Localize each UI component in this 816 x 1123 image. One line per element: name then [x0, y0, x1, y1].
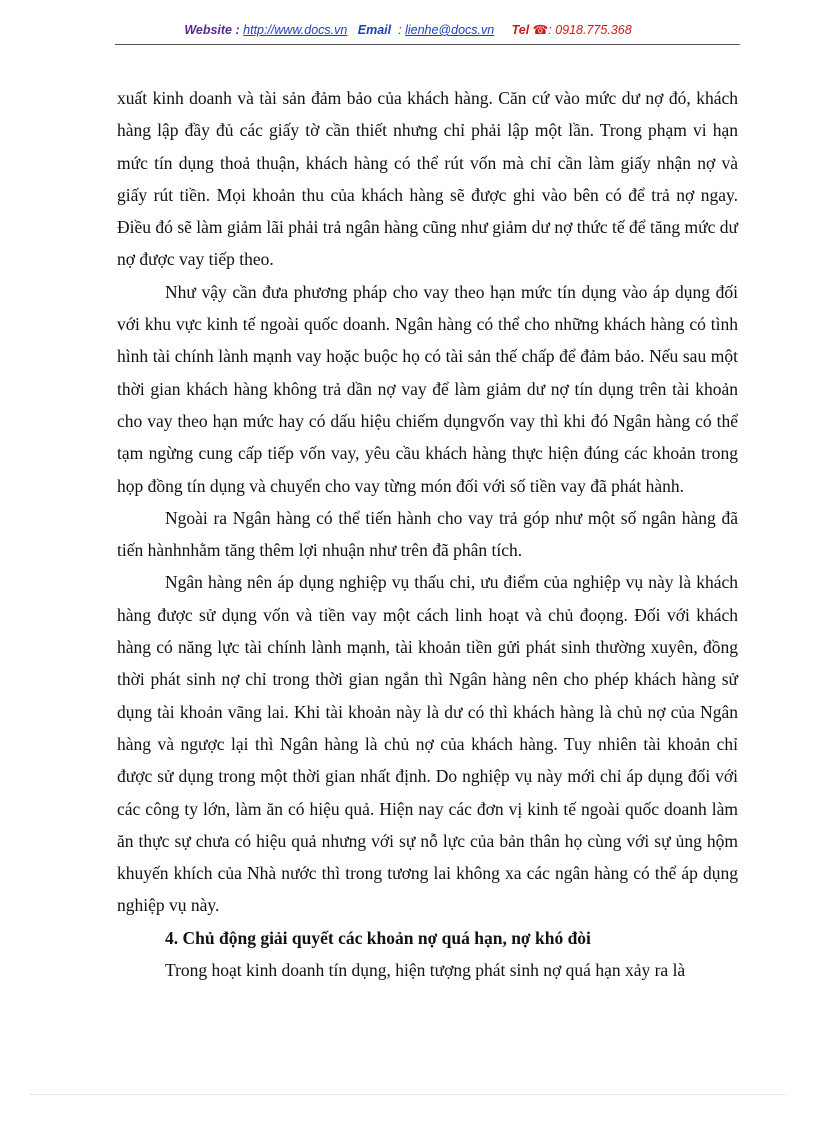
- paragraph-credit-limit: Như vậy cần đưa phương pháp cho vay theo hạn mức tín dụng vào áp dụng đối với khu vực kinh tế ngoài quốc doanh. Ngân hàng có thể cho những khách hàng có tình hình tài chính lành mạnh vay hoặc buộc họ có tài sản thế chấp để đảm bảo. Nếu sau một thời gian khách hàng không trả dần nợ vay để làm giảm dư nợ tín dụng trên tài khoản cho vay theo hạn mức hay có dấu hiệu chiếm dụngvốn vay thì khi đó Ngân hàng có thể tạm ngừng cung cấp tiếp vốn vay, yêu cầu khách hàng thực hiện đúng các khoản trong họp đồng tín dụng và chuyển cho vay từng món đối với số tiền vay đã phát hành.: [117, 281, 738, 496]
- footer-divider: [30, 1094, 786, 1095]
- section-heading-4: 4. Chủ động giải quyết các khoản nợ quá hạn, nợ khó đòi: [165, 927, 591, 948]
- document-body: [117, 82, 738, 986]
- tel-value: : 0918.775.368: [548, 23, 632, 37]
- email-link[interactable]: lienhe@docs.vn: [405, 23, 495, 37]
- header-divider: [115, 44, 740, 45]
- website-label: Website :: [184, 23, 240, 37]
- tel-label: Tel: [511, 23, 530, 37]
- email-label: Email: [357, 23, 392, 37]
- paragraph-overdue-debt: Trong hoạt kinh doanh tín dụng, hiện tượng phát sinh nợ quá hạn xảy ra là: [165, 960, 686, 981]
- phone-icon: ☎: [532, 23, 549, 37]
- paragraph-overdraft: Ngân hàng nên áp dụng nghiệp vụ thấu chi, ưu điểm của nghiệp vụ này là khách hàng được sử dụng vốn và tiền vay một cách linh hoạt và chủ đoọng. Đối với khách hàng có năng lực tài chính lành mạnh, tài khoản tiền gửi phát sinh thường xuyên, đồng thời phát sinh nợ chỉ trong thời gian ngắn thì Ngân hàng nên cho phép khách hàng sử dụng tài khoản vãng lai. Khi tài khoản này là dư có thì khách hàng là chủ nợ của Ngân hàng và ngược lại thì Ngân hàng là chủ nợ của khách hàng. Tuy nhiên tài khoản chỉ được sử dụng trong một thời gian nhất định. Do nghiệp vụ này mới chỉ áp dụng đối với các công ty lớn, làm ăn có hiệu quả. Hiện nay các đơn vị kinh tế ngoài quốc doanh làm ăn thực sự chưa có hiệu quả nhưng với sự nỗ lực của bản thân họ cùng với sự ủng hộm khuyến khích của Nhà nước thì trong tương lai không xa các ngân hàng có thể áp dụng nghiệp vụ này.: [117, 572, 738, 916]
- page-header: [0, 22, 816, 37]
- website-link[interactable]: http://www.docs.vn: [243, 23, 348, 37]
- paragraph-installment: Ngoài ra Ngân hàng có thể tiến hành cho vay trả góp như một số ngân hàng đã tiến hànhnhằm tăng thêm lợi nhuận như trên đã phân tích.: [117, 507, 738, 561]
- email-separator: :: [398, 23, 402, 37]
- paragraph-continuation: xuất kinh doanh và tài sản đảm bảo của khách hàng. Căn cứ vào mức dư nợ đó, khách hàng lập đầy đủ các giấy tờ cần thiết nhưng chỉ phải lập một lần. Trong phạm vi hạn mức tín dụng thoả thuận, khách hàng có thể rút vốn mà chỉ cần làm giấy nhận nợ và giấy rút tiền. Mọi khoản thu của khách hàng sẽ được ghi vào bên có để trả nợ ngay. Điều đó sẽ làm giảm lãi phải trả ngân hàng cũng như giảm dư nợ thức tế để tăng mức dư nợ được vay tiếp theo.: [117, 88, 738, 270]
